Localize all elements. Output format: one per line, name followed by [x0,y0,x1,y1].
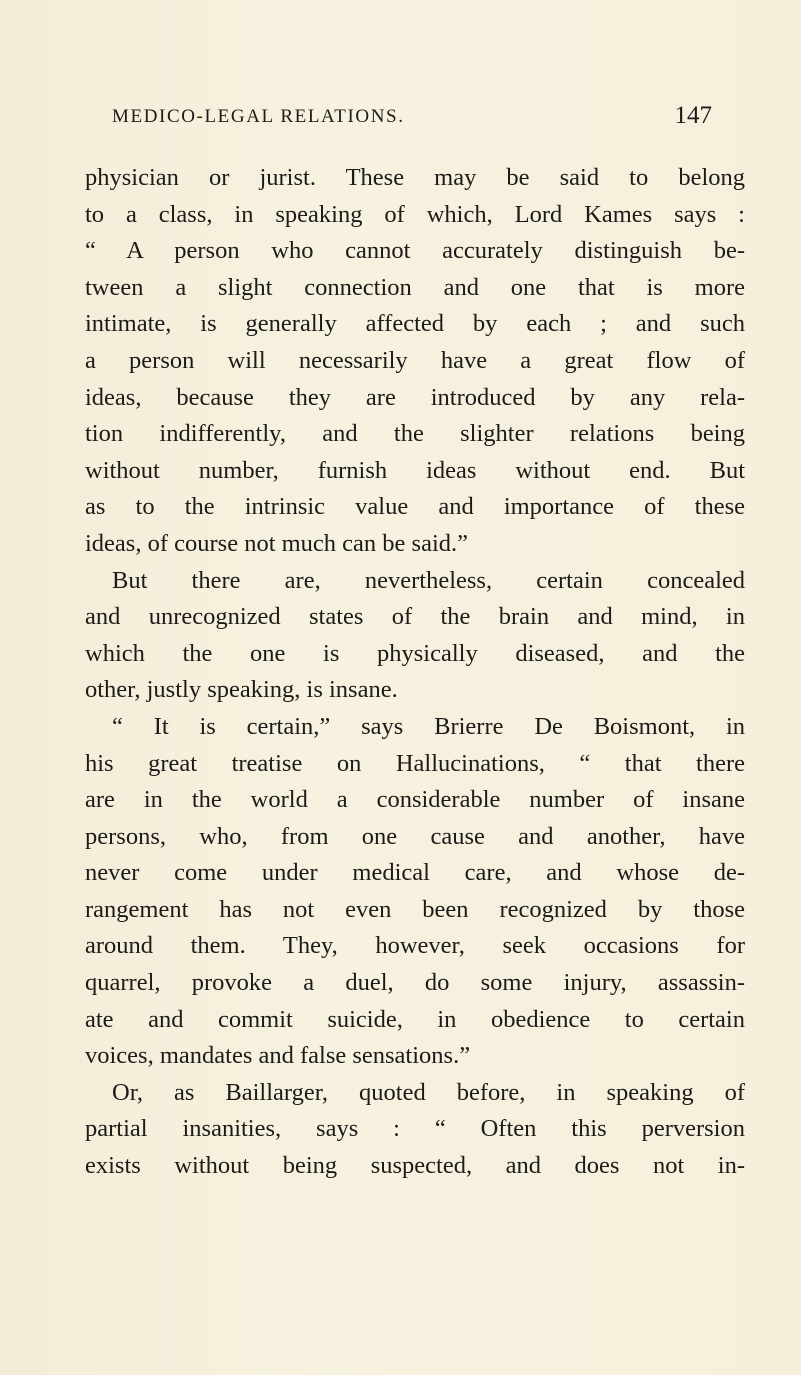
running-header [112,102,712,136]
text-line: to a class, in speaking of which, Lord Kames says : [85,200,745,228]
text-line: persons, who, from one cause and another, have [85,822,745,850]
text-line: ate and commit suicide, in obedience to certain [85,1005,745,1033]
text-line: “ A person who cannot accurately distinguish be- [85,237,745,265]
text-line: a person will necessarily have a great flow of [85,346,745,374]
text-line: which the one is physically diseased, and the [85,639,745,667]
text-line: and unrecognized states of the brain and mind, in [85,603,745,631]
text-line: are in the world a considerable number of insane [85,786,745,814]
text-line: his great treatise on Hallucinations, “ that there [85,749,745,777]
page-number: 147 [674,102,712,129]
text-line: quarrel, provoke a duel, do some injury, assassin- [85,969,745,997]
text-line: ideas, of course not much can be said.” [85,529,469,557]
text-line: partial insanities, says : “ Often this perversion [85,1115,745,1143]
text-line: without number, furnish ideas without end. But [85,456,745,484]
text-line: ideas, because they are introduced by any rela- [85,383,745,411]
text-line: voices, mandates and false sensations.” [85,1042,471,1070]
text-line: physician or jurist. These may be said to belong [85,164,745,191]
text-line: rangement has not even been recognized by those [85,895,745,923]
text-line: around them. They, however, seek occasions for [85,932,745,960]
text-line: intimate, is generally affected by each ; and such [85,310,745,338]
text-line: tion indifferently, and the slighter relations being [85,420,745,448]
text-line: exists without being suspected, and does not in- [85,1152,745,1180]
text-line: other, justly speaking, is insane. [85,676,398,704]
body-text [85,160,745,1185]
running-title: MEDICO-LEGAL RELATIONS. [112,106,405,127]
paragraph-start-line: Or, as Baillarger, quoted before, in speaking of [112,1078,745,1106]
text-line: as to the intrinsic value and importance of these [85,493,745,521]
paragraph-start-line: “ It is certain,” says Brierre De Boismont, in [112,712,745,740]
text-line: never come under medical care, and whose de- [85,859,745,887]
text-line: tween a slight connection and one that is more [85,273,745,301]
paragraph-start-line: But there are, nevertheless, certain concealed [112,566,745,594]
